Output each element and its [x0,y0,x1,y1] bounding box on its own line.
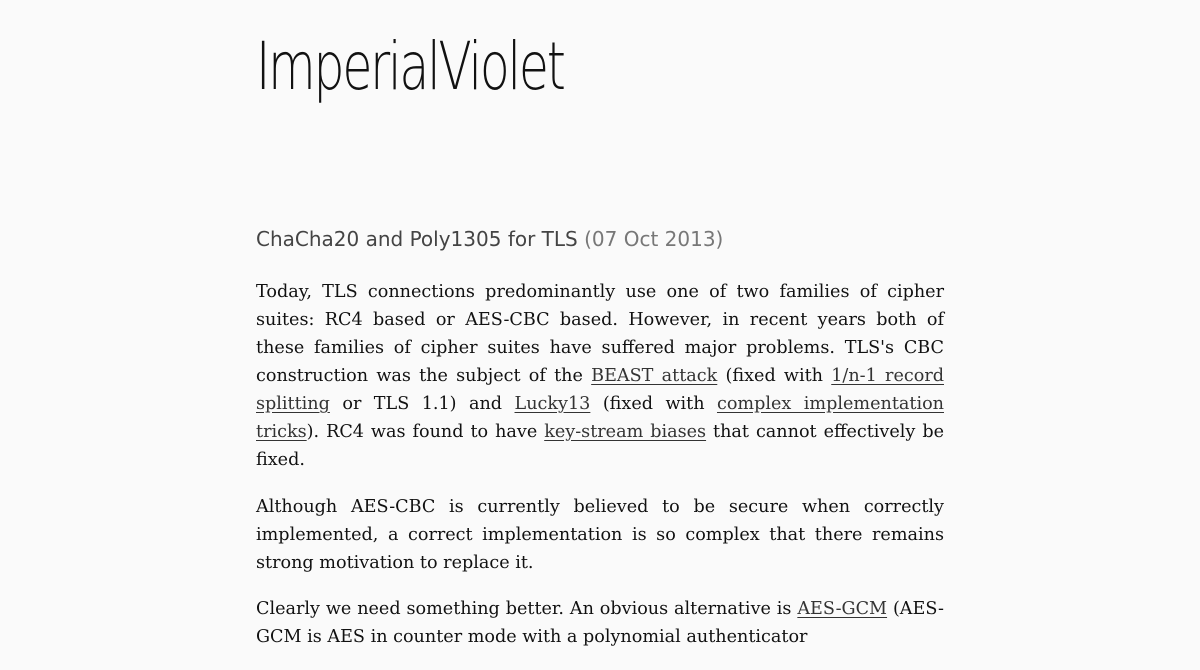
post-header [256,226,723,252]
site-title[interactable]: ImperialViolet [256,28,564,105]
paragraph-text: (fixed with [590,394,717,414]
link-keystream-biases[interactable]: key-stream biases [544,422,707,442]
link-lucky13[interactable]: Lucky13 [514,394,591,414]
paragraph-text: (fixed with [717,366,832,386]
link-complex-implementation-tricks[interactable]: complex implementation tricks [256,394,944,442]
post-title: ChaCha20 and Poly1305 for TLS [256,227,578,251]
paragraph-intro [256,278,944,474]
paragraph-text: that cannot effectively be fixed. [256,422,944,470]
paragraph-aes-cbc: Although AES-CBC is currently believed to be secure when correctly implemented, a correct implementation is so complex that there remains strong motivation to replace it. [256,496,944,573]
link-beast-attack[interactable]: BEAST attack [591,366,718,386]
post-body [256,278,944,670]
link-aes-gcm[interactable]: AES-GCM [797,599,888,619]
post-date: (07 Oct 2013) [584,227,724,251]
paragraph-text: Today, TLS connections predominantly use one of two families of cipher suites: RC4 based or AES-CBC based. However, in recent years both of these families of cipher suites have suffered major problems. TLS's CBC construction was the subject of the [256,282,944,386]
paragraph-alternative [256,595,944,651]
paragraph-text: ). RC4 was found to have [306,422,545,442]
link-record-splitting[interactable]: 1/n-1 record splitting [256,366,944,414]
paragraph-text: or TLS 1.1) and [329,394,515,414]
paragraph-text: (AES-GCM is AES in counter mode with a polynomial authenticator [256,599,944,647]
paragraph-text: Clearly we need something better. An obvious alternative is [256,599,798,619]
